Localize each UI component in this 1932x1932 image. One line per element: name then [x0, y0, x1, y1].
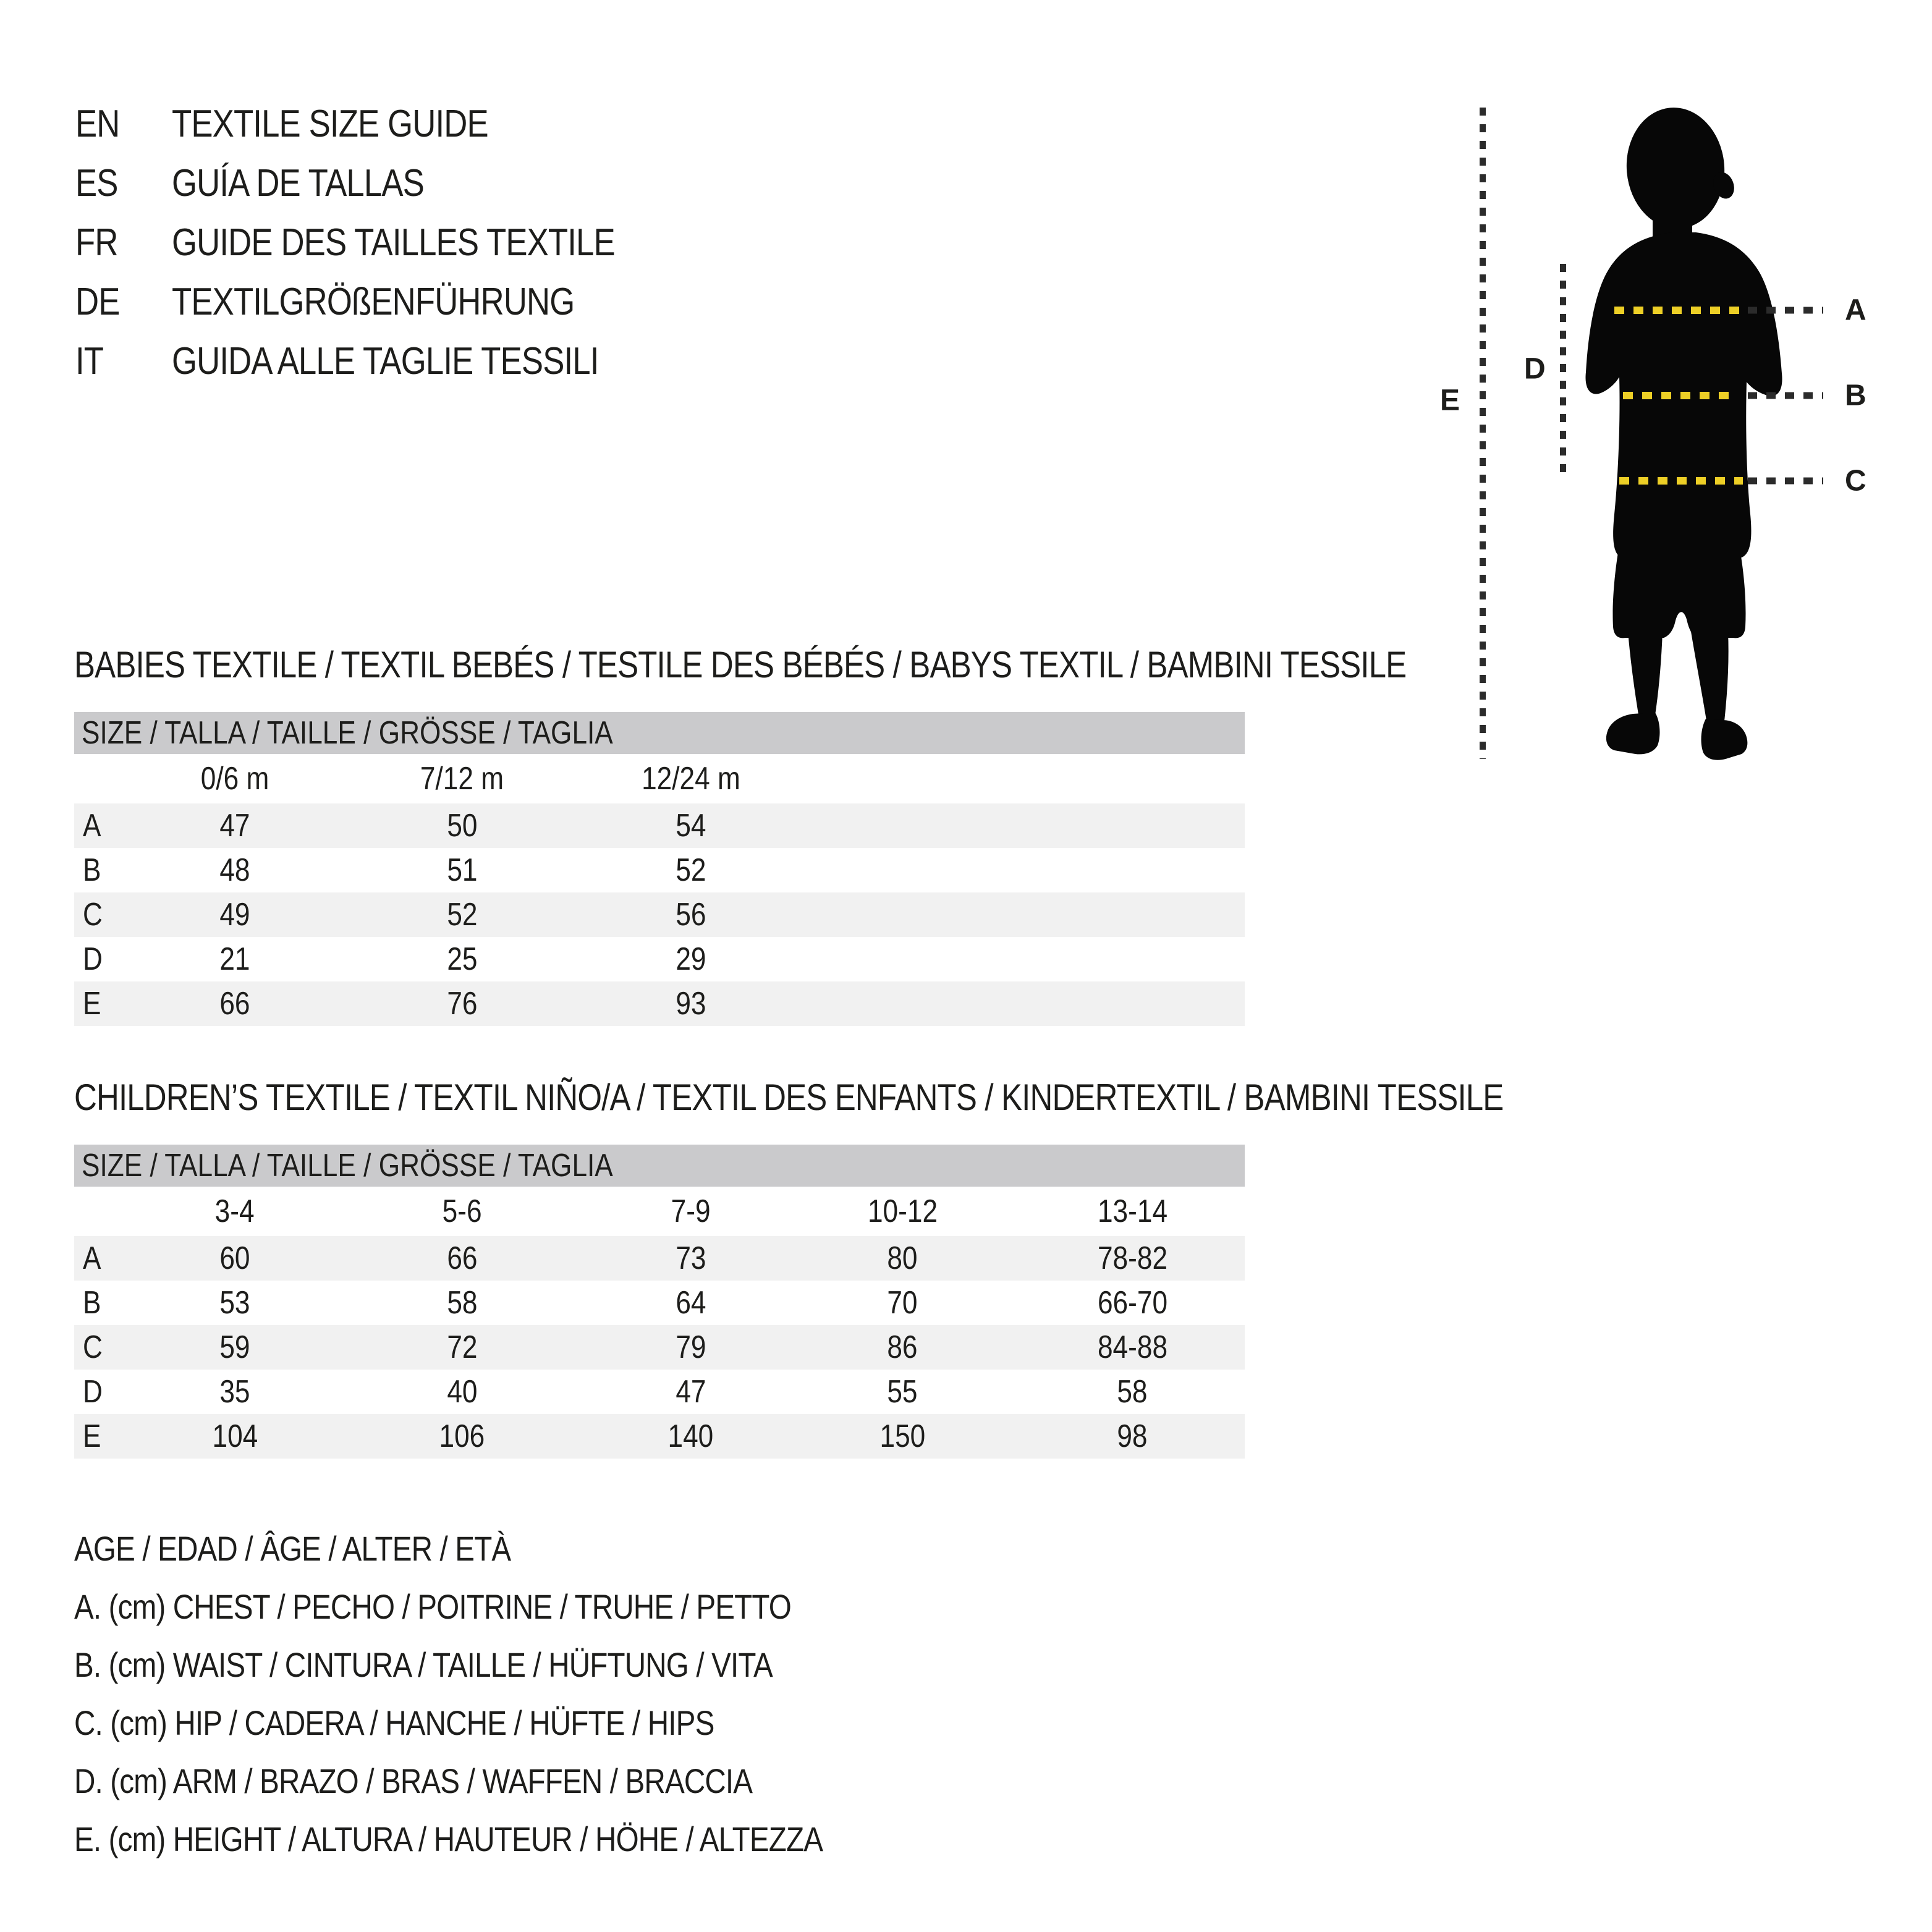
- table-cell: 66-70: [1097, 1285, 1167, 1321]
- row-label: A: [83, 1240, 101, 1276]
- table-cell: 54: [675, 808, 706, 844]
- column-header: 10-12: [867, 1193, 938, 1229]
- table-cell: 66: [219, 986, 250, 1022]
- table-cell: 53: [219, 1285, 250, 1321]
- table-row-b: [74, 848, 1245, 892]
- column-header: 12/24 m: [641, 761, 740, 797]
- column-header: 13-14: [1097, 1193, 1167, 1229]
- figure-label-d: D: [1524, 352, 1546, 386]
- row-label: C: [83, 897, 103, 933]
- table-cell: 52: [675, 852, 706, 888]
- legend-line-height: E. (cm) HEIGHT / ALTURA / HAUTEUR / HÖHE / ALTEZZA: [74, 1820, 823, 1858]
- table-cell: 150: [879, 1418, 925, 1454]
- figure-label-c: C: [1845, 464, 1866, 498]
- table-cell: 79: [675, 1329, 706, 1365]
- row-label: C: [83, 1329, 103, 1365]
- table-cell: 49: [219, 897, 250, 933]
- table-cell: 48: [219, 852, 250, 888]
- babies-column-header-row: [74, 754, 1245, 803]
- table-cell: 76: [446, 986, 478, 1022]
- babies-section-heading: BABIES TEXTILE / TEXTIL BEBÉS / TESTILE DES BÉBÉS / BABYS TEXTIL / BAMBINI TESSILE: [74, 644, 1407, 685]
- page-title: TEXTILGRÖßENFÜHRUNG: [172, 280, 575, 323]
- column-header: 0/6 m: [200, 761, 269, 797]
- row-label: E: [83, 986, 101, 1022]
- table-cell: 66: [446, 1240, 478, 1276]
- table-row-d: [74, 937, 1245, 981]
- table-cell: 86: [887, 1329, 918, 1365]
- legend-line-waist: B. (cm) WAIST / CINTURA / TAILLE / HÜFTUNG / VITA: [74, 1645, 773, 1684]
- table-row-a: [74, 1236, 1245, 1281]
- table-cell: 84-88: [1097, 1329, 1167, 1365]
- table-cell: 35: [219, 1374, 250, 1410]
- page-title: TEXTILE SIZE GUIDE: [172, 102, 488, 145]
- table-row-b: [74, 1281, 1245, 1325]
- table-cell: 59: [219, 1329, 250, 1365]
- table-cell: 51: [446, 852, 478, 888]
- measurement-figure: [1409, 96, 1922, 820]
- figure-label-e: E: [1440, 384, 1460, 417]
- legend-line-hip: C. (cm) HIP / CADERA / HANCHE / HÜFTE / HIPS: [74, 1703, 714, 1742]
- table-row-e: [74, 1414, 1245, 1459]
- page-title: GUÍA DE TALLAS: [172, 161, 424, 205]
- table-cell: 52: [446, 897, 478, 933]
- legend-line-chest: A. (cm) CHEST / PECHO / POITRINE / TRUHE / PETTO: [74, 1587, 791, 1626]
- language-code: IT: [75, 339, 104, 383]
- hip-measure-dash-yellow: [1619, 477, 1743, 485]
- chest-measure-dash-dark: [1748, 307, 1823, 314]
- table-cell: 93: [675, 986, 706, 1022]
- legend-line-age: AGE / EDAD / ÂGE / ALTER / ETÀ: [74, 1529, 511, 1568]
- language-row-de: [75, 272, 693, 331]
- arm-measure-line-d: [1560, 264, 1566, 475]
- language-title-list: [75, 94, 693, 391]
- table-cell: 73: [675, 1240, 706, 1276]
- table-cell: 58: [1117, 1374, 1148, 1410]
- language-code: DE: [75, 280, 120, 323]
- row-label: D: [83, 1374, 103, 1410]
- table-cell: 80: [887, 1240, 918, 1276]
- children-size-table: [74, 1145, 1245, 1459]
- language-row-es: [75, 153, 693, 213]
- waist-measure-dash-yellow: [1623, 392, 1735, 399]
- table-cell: 25: [446, 941, 478, 977]
- column-header: 3-4: [215, 1193, 255, 1229]
- table-row-a: [74, 803, 1245, 848]
- size-header-band: SIZE / TALLA / TAILLE / GRÖSSE / TAGLIA: [74, 712, 1245, 754]
- table-row-c: [74, 1325, 1245, 1370]
- table-cell: 55: [887, 1374, 918, 1410]
- table-cell: 64: [675, 1285, 706, 1321]
- table-cell: 78-82: [1097, 1240, 1167, 1276]
- babies-size-table: [74, 712, 1245, 1026]
- table-cell: 58: [446, 1285, 478, 1321]
- column-header: 5-6: [442, 1193, 482, 1229]
- children-section-heading: CHILDREN’S TEXTILE / TEXTIL NIÑO/A / TEXTIL DES ENFANTS / KINDERTEXTIL / BAMBINI TESSILE: [74, 1077, 1504, 1118]
- figure-label-b: B: [1845, 379, 1866, 412]
- table-cell: 50: [446, 808, 478, 844]
- table-cell: 104: [212, 1418, 258, 1454]
- table-cell: 106: [439, 1418, 485, 1454]
- language-code: ES: [75, 161, 118, 205]
- row-label: A: [83, 808, 101, 844]
- column-header: 7/12 m: [420, 761, 504, 797]
- measurement-legend: [74, 1520, 955, 1868]
- table-cell: 21: [219, 941, 250, 977]
- page-title: GUIDE DES TAILLES TEXTILE: [172, 221, 615, 264]
- table-cell: 29: [675, 941, 706, 977]
- page-title: GUIDA ALLE TAGLIE TESSILI: [172, 339, 599, 383]
- table-cell: 72: [446, 1329, 478, 1365]
- table-cell: 56: [675, 897, 706, 933]
- language-row-it: [75, 331, 693, 391]
- language-row-fr: [75, 213, 693, 272]
- language-row-en: [75, 94, 693, 153]
- table-cell: 40: [446, 1374, 478, 1410]
- table-cell: 47: [219, 808, 250, 844]
- waist-measure-dash-dark: [1748, 392, 1823, 399]
- hip-measure-dash-dark: [1748, 478, 1823, 485]
- legend-line-arm: D. (cm) ARM / BRAZO / BRAS / WAFFEN / BRACCIA: [74, 1761, 753, 1800]
- row-label: E: [83, 1418, 101, 1454]
- language-code: EN: [75, 102, 120, 145]
- figure-label-a: A: [1845, 294, 1866, 327]
- table-cell: 47: [675, 1374, 706, 1410]
- table-cell: 140: [667, 1418, 714, 1454]
- table-row-c: [74, 892, 1245, 937]
- table-cell: 60: [219, 1240, 250, 1276]
- table-row-d: [74, 1370, 1245, 1414]
- language-code: FR: [75, 221, 118, 264]
- table-cell: 70: [887, 1285, 918, 1321]
- row-label: B: [83, 1285, 101, 1321]
- row-label: D: [83, 941, 103, 977]
- children-column-header-row: [74, 1187, 1245, 1236]
- column-header: 7-9: [671, 1193, 711, 1229]
- row-label: B: [83, 852, 101, 888]
- chest-measure-dash-yellow: [1614, 307, 1740, 314]
- table-row-e: [74, 981, 1245, 1026]
- size-header-band: SIZE / TALLA / TAILLE / GRÖSSE / TAGLIA: [74, 1145, 1245, 1187]
- table-cell: 98: [1117, 1418, 1148, 1454]
